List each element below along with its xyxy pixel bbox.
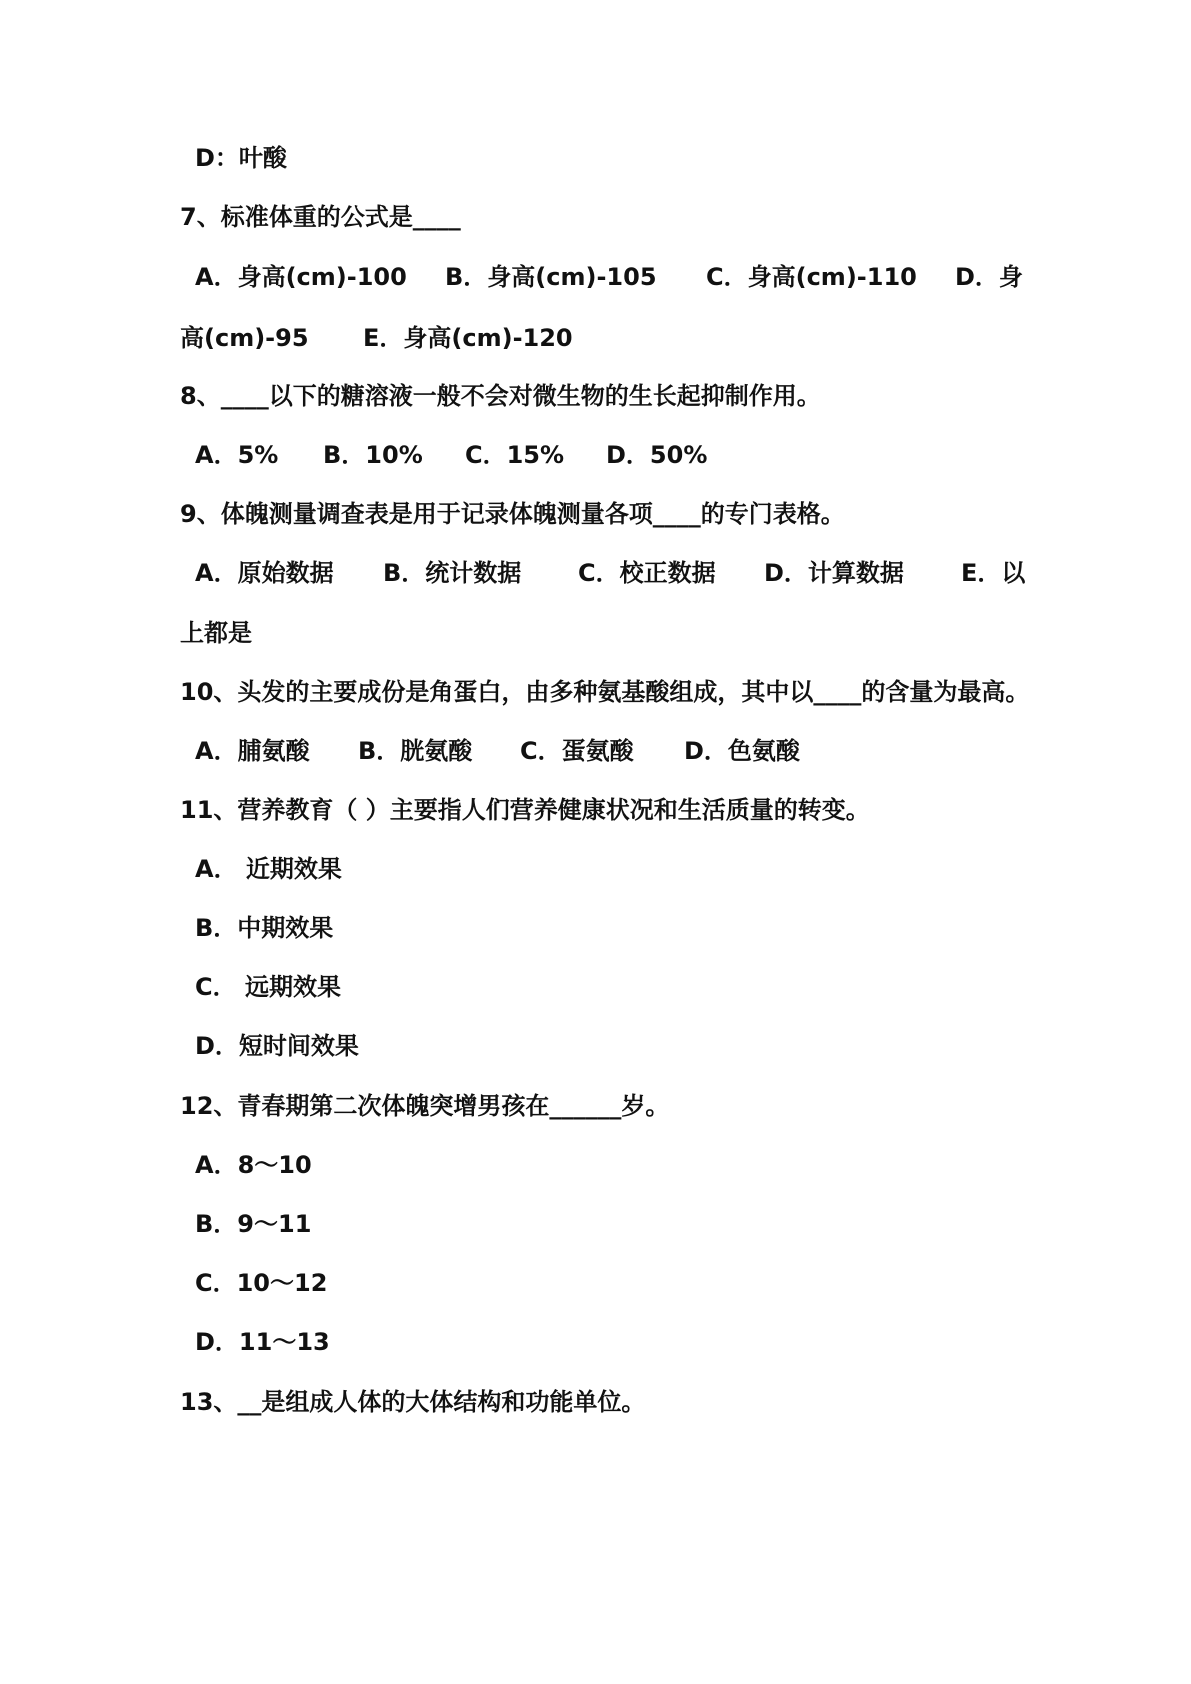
question-7: 7、标准体重的公式是____ — [180, 203, 461, 231]
q8-option-a: A．5% — [195, 441, 279, 469]
q8-options-row — [0, 440, 1191, 470]
question-10: 10、头发的主要成份是角蛋白，由多种氨基酸组成，其中以____的含量为最高。 — [180, 678, 1030, 706]
q10-option-a: A．脯氨酸 — [195, 737, 310, 765]
q10-option-b: B．胱氨酸 — [358, 737, 473, 765]
q11-option-c: C． 远期效果 — [195, 973, 341, 1001]
q10-option-d: D．色氨酸 — [684, 737, 800, 765]
q10-option-c: C．蛋氨酸 — [520, 737, 634, 765]
q9-options-row-1 — [0, 558, 1191, 588]
q7-option-c: C．身高(cm)-110 — [706, 263, 917, 291]
q8-option-c: C．15% — [465, 441, 565, 469]
q12-option-a: A．8～10 — [195, 1151, 312, 1179]
q8-option-b: B．10% — [323, 441, 423, 469]
q12-option-b: B．9～11 — [195, 1210, 312, 1238]
q9-option-b: B．统计数据 — [383, 559, 522, 587]
q9-option-e-end: 上都是 — [180, 619, 252, 647]
q7-option-d-end: 高(cm)-95 — [180, 324, 309, 352]
q10-options-row — [0, 736, 1191, 766]
question-9: 9、体魄测量调查表是用于记录体魄测量各项____的专门表格。 — [180, 500, 845, 528]
q9-option-e-start: E．以 — [961, 559, 1026, 587]
q11-option-d: D．短时间效果 — [195, 1032, 359, 1060]
question-13: 13、__是组成人体的大体结构和功能单位。 — [180, 1388, 646, 1416]
q9-option-c: C．校正数据 — [578, 559, 716, 587]
q7-option-b: B．身高(cm)-105 — [445, 263, 657, 291]
q12-option-c: C．10～12 — [195, 1269, 328, 1297]
question-12: 12、青春期第二次体魄突增男孩在______岁。 — [180, 1092, 670, 1120]
q11-option-a: A． 近期效果 — [195, 855, 342, 883]
q6-option-d: D：叶酸 — [195, 144, 287, 172]
q7-options-row-2 — [0, 323, 1191, 353]
q8-option-d: D．50% — [606, 441, 708, 469]
question-8: 8、____以下的糖溶液一般不会对微生物的生长起抑制作用。 — [180, 382, 821, 410]
q7-option-e: E．身高(cm)-120 — [363, 324, 573, 352]
q9-option-a: A．原始数据 — [195, 559, 334, 587]
q11-option-b: B．中期效果 — [195, 914, 334, 942]
q12-option-d: D．11～13 — [195, 1328, 330, 1356]
q7-options-row-1 — [0, 262, 1191, 292]
q7-option-d-start: D．身 — [955, 263, 1023, 291]
q9-option-d: D．计算数据 — [764, 559, 904, 587]
q7-option-a: A．身高(cm)-100 — [195, 263, 407, 291]
question-11: 11、营养教育（ ）主要指人们营养健康状况和生活质量的转变。 — [180, 796, 870, 824]
